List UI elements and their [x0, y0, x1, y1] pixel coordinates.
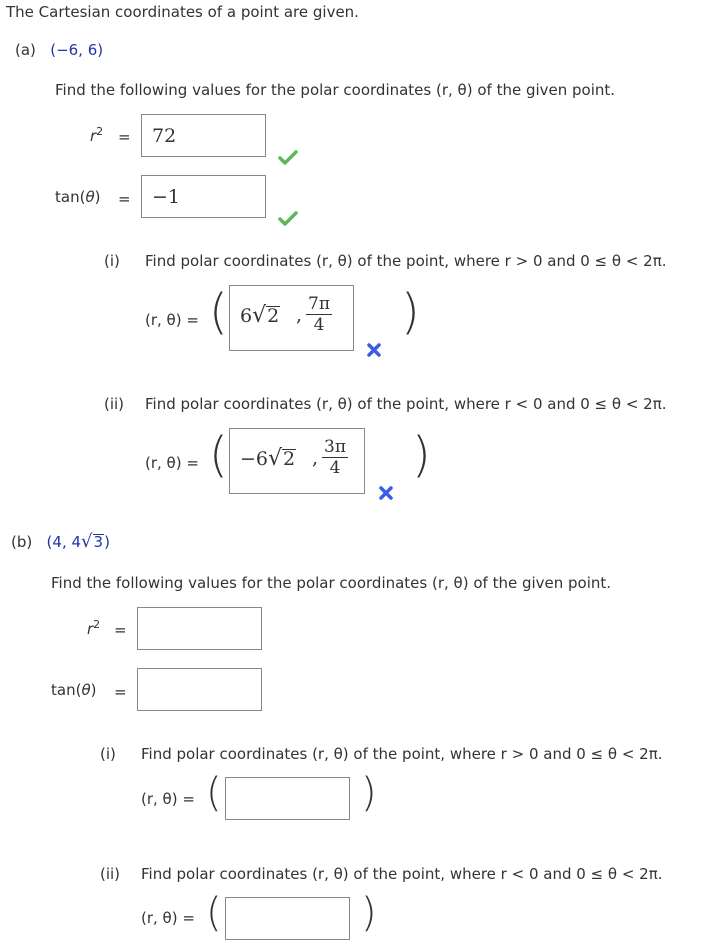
open-paren: ( — [209, 284, 228, 340]
part-a-ii-fraction: $\frac{3\pi}{4}$ — [324, 437, 346, 478]
part-b-tan-label: tan(θ) — [51, 681, 97, 699]
part-b-ii-input[interactable] — [225, 897, 350, 940]
part-a-instructions: Find the following values for the polar coordinates (r, θ) of the given point. — [55, 81, 616, 99]
part-a-tan-input[interactable]: −1 — [141, 175, 266, 218]
part-a-r2-label: $r^2$ — [90, 125, 104, 145]
part-a-i-input[interactable]: 6√2 , $\frac{7\pi}{4}$ — [229, 285, 354, 351]
open-paren: ( — [209, 427, 228, 483]
part-a-i-fraction: $\frac{7\pi}{4}$ — [308, 294, 330, 335]
part-a-ii-input[interactable]: −6√2 , $\frac{3\pi}{4}$ — [229, 428, 365, 494]
close-paren: ) — [361, 770, 377, 816]
part-a-i-rtheta-label: (r, θ) = — [145, 311, 199, 329]
part-b-tan-input[interactable] — [137, 668, 262, 711]
part-a-i-instructions: Find polar coordinates (r, θ) of the point, where r > 0 and 0 ≤ θ < 2π. — [145, 252, 667, 270]
part-b-point: (4, 4√3) — [46, 531, 110, 552]
part-a-ii-radical: −6√2 — [240, 446, 296, 471]
check-icon — [278, 150, 298, 166]
cross-icon — [366, 342, 382, 358]
part-b-ii-instructions: Find polar coordinates (r, θ) of the point, where r < 0 and 0 ≤ θ < 2π. — [141, 865, 663, 883]
part-b-ii-label: (ii) — [100, 865, 121, 883]
check-icon — [278, 211, 298, 227]
close-paren: ) — [401, 284, 420, 340]
part-b-r2-input[interactable] — [137, 607, 262, 650]
part-a-heading — [15, 41, 103, 59]
part-a-ii-instructions: Find polar coordinates (r, θ) of the point, where r < 0 and 0 ≤ θ < 2π. — [145, 395, 667, 413]
part-b-i-input[interactable] — [225, 777, 350, 820]
part-b-r2-equals: = — [114, 621, 127, 639]
part-a-i-radical: 6√2 — [240, 303, 280, 328]
part-a-ii-rtheta-label: (r, θ) = — [145, 454, 199, 472]
part-b-i-instructions: Find polar coordinates (r, θ) of the point, where r > 0 and 0 ≤ θ < 2π. — [141, 745, 663, 763]
part-a-point: (−6, 6) — [50, 41, 104, 59]
open-paren: ( — [206, 890, 222, 936]
part-a-r2-equals: = — [118, 128, 131, 146]
part-b-heading — [11, 531, 110, 552]
part-a-r2-input[interactable]: 72 — [141, 114, 266, 157]
close-paren: ) — [412, 427, 431, 483]
part-a-i-label: (i) — [104, 252, 120, 270]
part-b-i-label: (i) — [100, 745, 116, 763]
cross-icon — [378, 485, 394, 501]
part-a-ii-label: (ii) — [104, 395, 125, 413]
part-a-tan-label: tan(θ) — [55, 188, 101, 206]
part-b-i-rtheta-label: (r, θ) = — [141, 790, 195, 808]
part-a-tan-equals: = — [118, 190, 131, 208]
part-b-tan-equals: = — [114, 683, 127, 701]
part-b-ii-rtheta-label: (r, θ) = — [141, 909, 195, 927]
part-b-label: (b) — [11, 533, 33, 551]
intro-text: The Cartesian coordinates of a point are given. — [6, 3, 359, 21]
part-b-instructions: Find the following values for the polar coordinates (r, θ) of the given point. — [51, 574, 612, 592]
close-paren: ) — [361, 890, 377, 936]
open-paren: ( — [206, 770, 222, 816]
part-b-r2-label: $r^2$ — [87, 618, 101, 638]
part-a-label: (a) — [15, 41, 36, 59]
